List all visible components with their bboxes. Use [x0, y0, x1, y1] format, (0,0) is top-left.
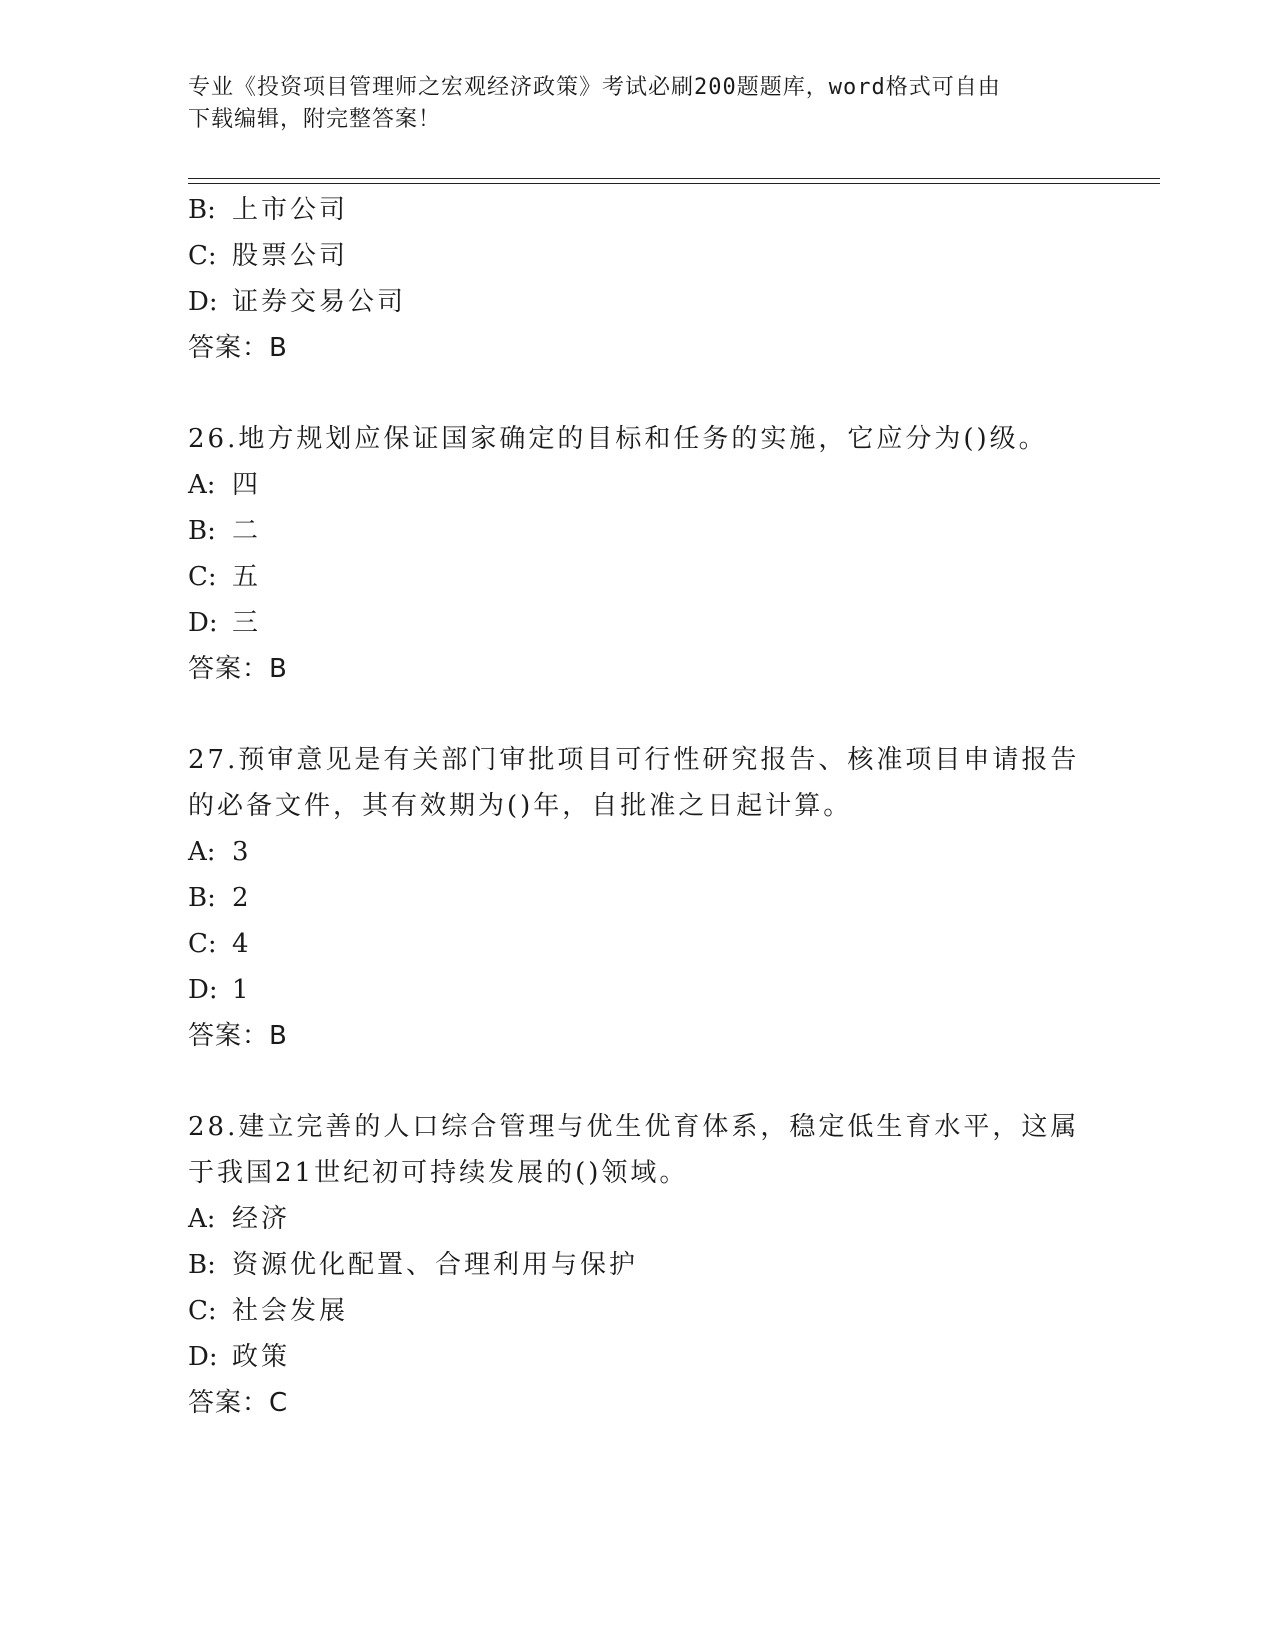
option-d: D: 三: [188, 608, 262, 638]
answer-line: 答案：B: [188, 1021, 288, 1051]
option-a: A: 3: [188, 837, 252, 867]
question-stem-line-2: 于我国21世纪初可持续发展的()领域。: [188, 1158, 689, 1188]
question-stem-line-1: 27.预审意见是有关部门审批项目可行性研究报告、核准项目申请报告: [188, 745, 1080, 775]
header-divider-bottom: [188, 183, 1160, 184]
option-c: C: 五: [188, 562, 262, 592]
header-line-2: 下载编辑，附完整答案！: [188, 107, 442, 132]
option-d: D: 1: [188, 975, 252, 1005]
option-d: D: 证券交易公司: [188, 287, 407, 317]
question-stem: 26.地方规划应保证国家确定的目标和任务的实施，它应分为()级。: [188, 424, 1048, 454]
option-b: B: 上市公司: [188, 195, 349, 225]
question-26: [188, 416, 1088, 692]
answer-line: 答案：B: [188, 654, 288, 684]
answer-line: 答案：C: [188, 1388, 289, 1418]
header-line-1: 专业《投资项目管理师之宏观经济政策》考试必刷200题题库，word格式可自由: [188, 75, 1001, 100]
option-b: B: 资源优化配置、合理利用与保护: [188, 1250, 639, 1280]
option-b: B: 2: [188, 883, 252, 913]
option-a: A: 四: [188, 470, 262, 500]
option-c: C: 股票公司: [188, 241, 349, 271]
question-stem-line-2: 的必备文件，其有效期为()年，自批准之日起计算。: [188, 791, 853, 821]
option-d: D: 政策: [188, 1342, 291, 1372]
question-list: [188, 187, 1088, 1426]
question-25-tail: [188, 187, 1088, 371]
question-27: [188, 737, 1088, 1059]
option-c: C: 社会发展: [188, 1296, 349, 1326]
question-28: [188, 1104, 1088, 1426]
option-a: A: 经济: [188, 1204, 291, 1234]
option-b: B: 二: [188, 516, 262, 546]
answer-line: 答案：B: [188, 333, 288, 363]
option-c: C: 4: [188, 929, 252, 959]
document-header: [188, 72, 1088, 136]
header-divider-top: [188, 178, 1160, 179]
question-stem-line-1: 28.建立完善的人口综合管理与优生优育体系，稳定低生育水平，这属: [188, 1112, 1080, 1142]
